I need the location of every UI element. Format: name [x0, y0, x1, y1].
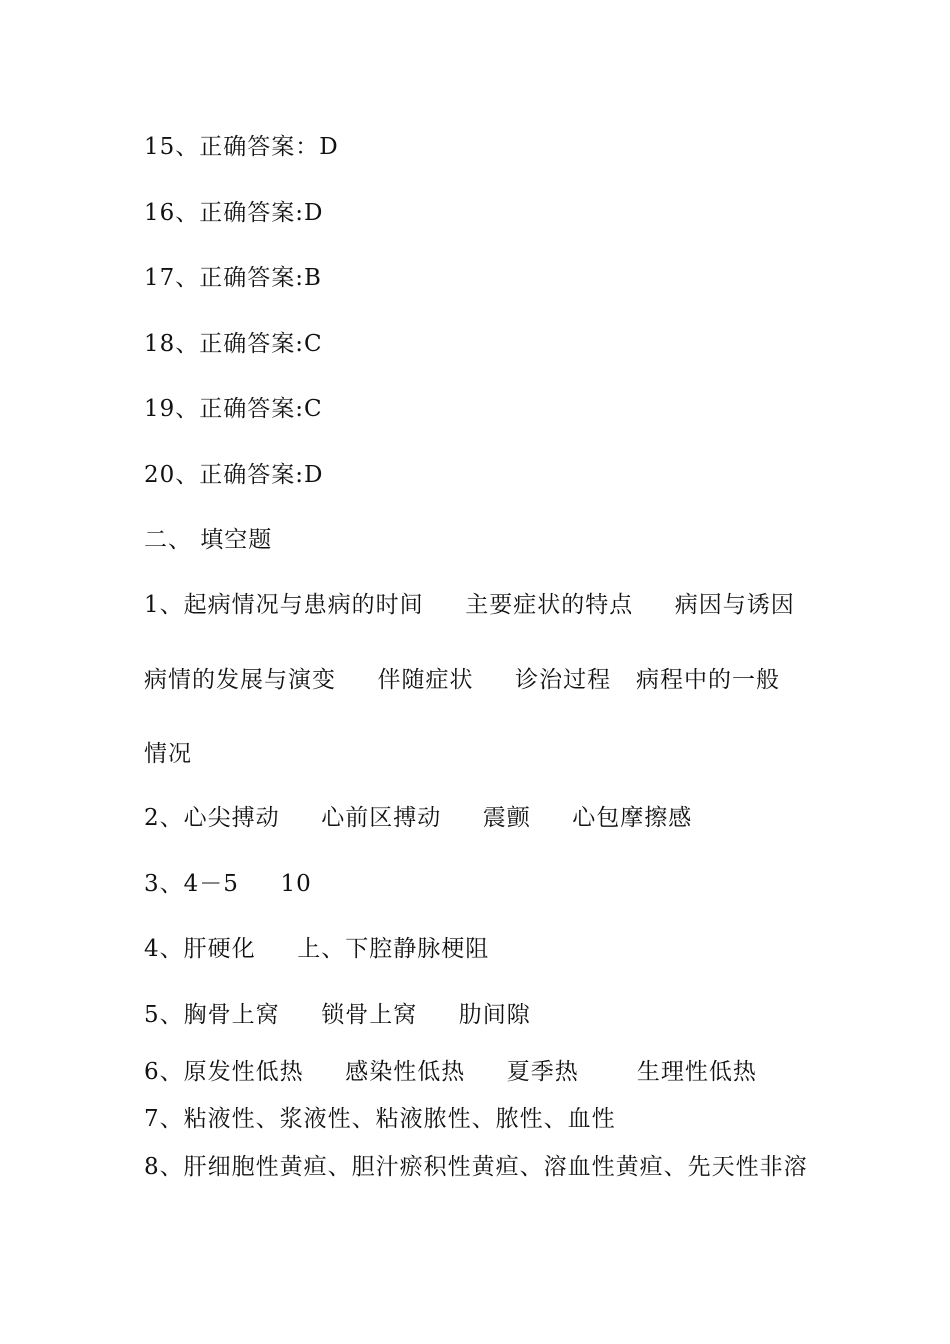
answer-15: 15、正确答案：D [144, 134, 339, 160]
answer-18: 18、正确答案:C [144, 331, 323, 357]
fill-answer-6: 6、原发性低热 感染性低热 夏季热 生理性低热 [144, 1059, 757, 1085]
fill-answer-4: 4、肝硬化 上、下腔静脉梗阻 [144, 936, 490, 962]
answer-19: 19、正确答案:C [144, 396, 323, 422]
section-heading-fill-in: 二、 填空题 [144, 527, 273, 553]
answer-16: 16、正确答案:D [144, 200, 324, 226]
fill-answer-1-line-2: 病情的发展与演变 伴随症状 诊治过程 病程中的一般 [144, 667, 781, 693]
fill-answer-3: 3、4－5 10 [144, 871, 312, 897]
fill-answer-7: 7、粘液性、浆液性、粘液脓性、脓性、血性 [144, 1106, 616, 1132]
fill-answer-2: 2、心尖搏动 心前区搏动 震颤 心包摩擦感 [144, 805, 693, 831]
answer-17: 17、正确答案:B [144, 265, 322, 291]
fill-answer-1-line-3: 情况 [144, 741, 192, 767]
answer-20: 20、正确答案:D [144, 462, 324, 488]
fill-answer-8: 8、肝细胞性黄疸、胆汁瘀积性黄疸、溶血性黄疸、先天性非溶 [144, 1154, 808, 1180]
fill-answer-5: 5、胸骨上窝 锁骨上窝 肋间隙 [144, 1002, 531, 1028]
fill-answer-1-line-1: 1、起病情况与患病的时间 主要症状的特点 病因与诱因 [144, 592, 795, 618]
